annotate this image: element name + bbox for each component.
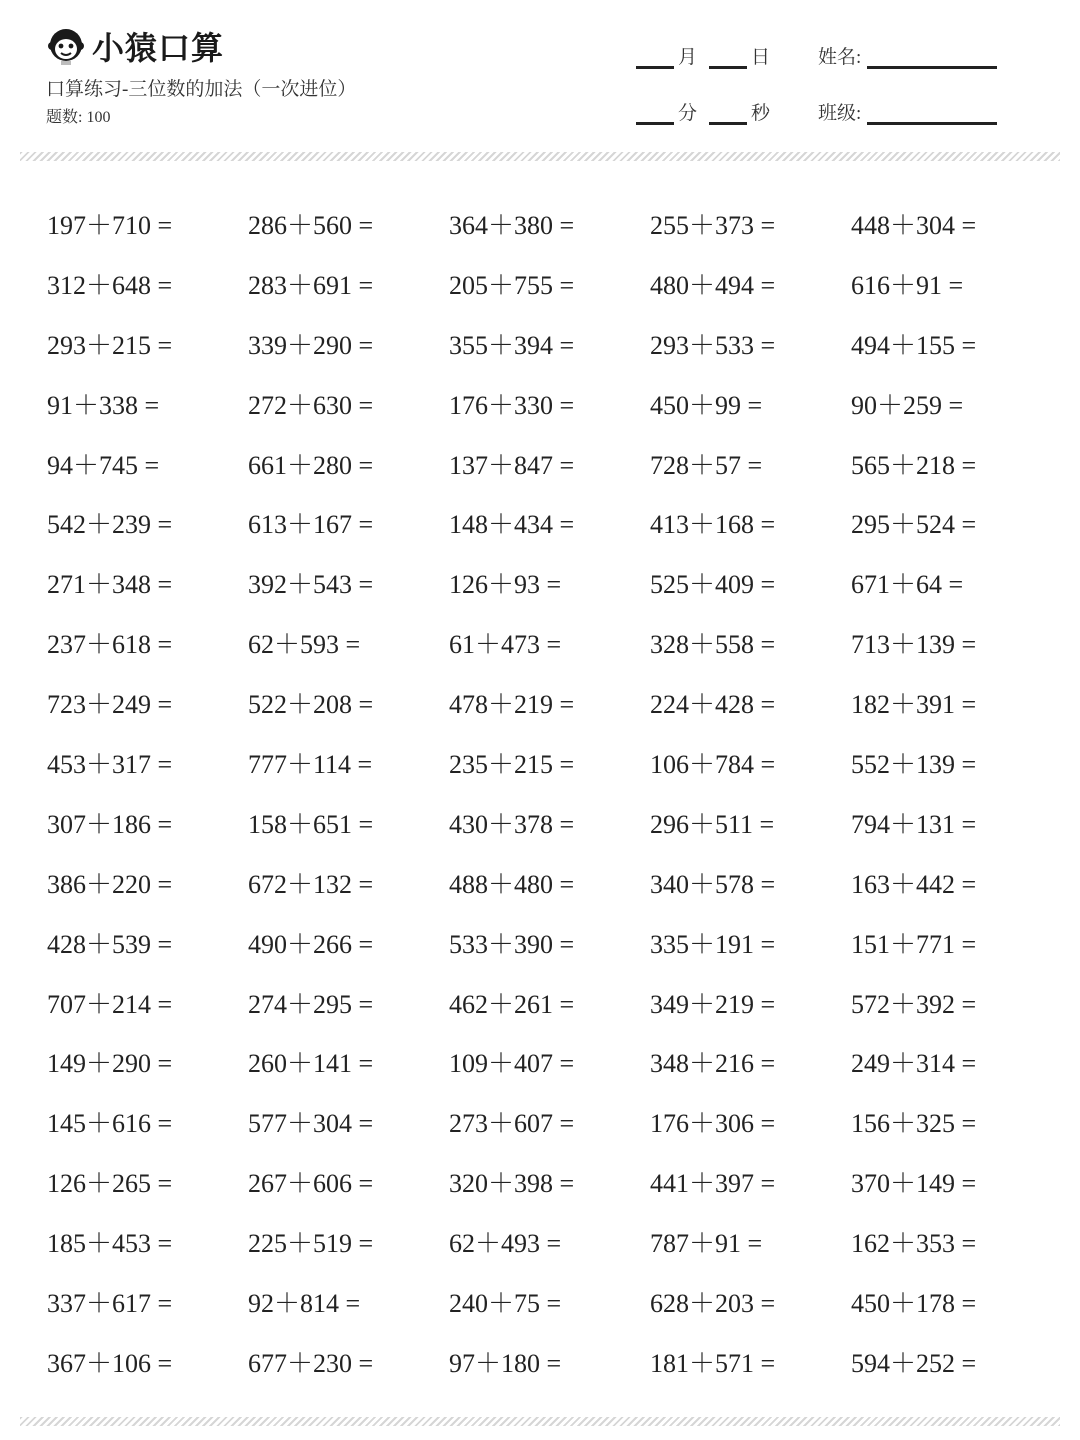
- date-fields: [636, 42, 782, 69]
- minute-label: 分: [678, 103, 698, 124]
- problem-item: 255＋373 =: [650, 211, 776, 240]
- time-fields: [636, 98, 782, 125]
- problem-item: 478＋219 =: [449, 690, 575, 720]
- problem-item: 367＋106 =: [47, 1348, 173, 1378]
- problem-item: 533＋390 =: [449, 929, 575, 959]
- problem-item: 148＋434 =: [449, 510, 575, 540]
- problem-item: 90＋259 =: [851, 390, 964, 420]
- problem-item: 428＋539 =: [47, 929, 173, 959]
- problem-item: 225＋519 =: [248, 1229, 374, 1259]
- problem-item: 328＋558 =: [650, 630, 776, 660]
- problem-item: 283＋691 =: [248, 270, 374, 300]
- day-label: 日: [751, 47, 771, 68]
- problem-item: 723＋249 =: [47, 690, 173, 720]
- top-divider: [20, 152, 1060, 161]
- problem-item: 295＋524 =: [851, 510, 977, 540]
- question-count: 题数: 100: [46, 109, 111, 126]
- problem-item: 707＋214 =: [47, 989, 173, 1019]
- problem-item: 163＋442 =: [851, 869, 977, 899]
- problem-item: 176＋306 =: [650, 1109, 776, 1139]
- problem-item: 156＋325 =: [851, 1109, 977, 1139]
- class-label: 班级:: [818, 103, 862, 124]
- sheet-title: 口算练习-三位数的加法（一次进位）: [46, 79, 357, 100]
- problem-item: 151＋771 =: [851, 929, 977, 959]
- problem-item: 249＋314 =: [851, 1049, 977, 1079]
- problem-item: 542＋239 =: [47, 510, 173, 540]
- problem-item: 349＋219 =: [650, 989, 776, 1019]
- problem-item: 197＋710 =: [47, 211, 173, 240]
- month-label: 月: [678, 47, 698, 68]
- problem-item: 240＋75 =: [449, 1289, 562, 1319]
- worksheet-header: [0, 0, 1080, 150]
- day-blank[interactable]: [709, 48, 747, 69]
- class-field: [818, 98, 997, 125]
- problem-item: 92＋814 =: [248, 1289, 361, 1319]
- problem-item: 337＋617 =: [47, 1289, 173, 1319]
- problem-item: 274＋295 =: [248, 989, 374, 1019]
- problem-item: 205＋755 =: [449, 270, 575, 300]
- problem-item: 480＋494 =: [650, 270, 776, 300]
- problem-item: 260＋141 =: [248, 1049, 374, 1079]
- problem-item: 450＋178 =: [851, 1289, 977, 1319]
- problem-item: 149＋290 =: [47, 1049, 173, 1079]
- problem-item: 672＋132 =: [248, 869, 374, 899]
- problem-item: 273＋607 =: [449, 1109, 575, 1139]
- problem-item: 126＋265 =: [47, 1169, 173, 1199]
- problem-item: 713＋139 =: [851, 630, 977, 660]
- problem-item: 677＋230 =: [248, 1348, 374, 1378]
- problem-item: 613＋167 =: [248, 510, 374, 540]
- problem-item: 181＋571 =: [650, 1348, 776, 1378]
- problem-item: 145＋616 =: [47, 1109, 173, 1139]
- problem-item: 355＋394 =: [449, 330, 575, 360]
- minute-blank[interactable]: [636, 104, 674, 125]
- problem-item: 430＋378 =: [449, 809, 575, 839]
- problem-item: 450＋99 =: [650, 390, 763, 420]
- problem-item: 448＋304 =: [851, 211, 977, 240]
- problem-item: 594＋252 =: [851, 1348, 977, 1378]
- problem-item: 176＋330 =: [449, 390, 575, 420]
- problem-item: 494＋155 =: [851, 330, 977, 360]
- monkey-face-icon: [46, 26, 86, 66]
- problem-item: 286＋560 =: [248, 211, 374, 240]
- problem-item: 340＋578 =: [650, 869, 776, 899]
- problem-item: 293＋533 =: [650, 330, 776, 360]
- problem-item: 453＋317 =: [47, 750, 173, 780]
- problem-item: 392＋543 =: [248, 570, 374, 600]
- problem-item: 348＋216 =: [650, 1049, 776, 1079]
- problem-item: 441＋397 =: [650, 1169, 776, 1199]
- problem-item: 364＋380 =: [449, 211, 575, 240]
- problem-item: 628＋203 =: [650, 1289, 776, 1319]
- problem-item: 307＋186 =: [47, 809, 173, 839]
- problem-item: 787＋91 =: [650, 1229, 763, 1259]
- problem-item: 94＋745 =: [47, 450, 160, 480]
- problem-item: 488＋480 =: [449, 869, 575, 899]
- problem-item: 577＋304 =: [248, 1109, 374, 1139]
- problem-grid: [47, 196, 1057, 1394]
- problem-item: 158＋651 =: [248, 809, 374, 839]
- second-label: 秒: [751, 103, 771, 124]
- problem-item: 335＋191 =: [650, 929, 776, 959]
- class-blank[interactable]: [867, 104, 997, 125]
- name-label: 姓名:: [818, 47, 862, 68]
- problem-item: 490＋266 =: [248, 929, 374, 959]
- problem-item: 109＋407 =: [449, 1049, 575, 1079]
- problem-item: 267＋606 =: [248, 1169, 374, 1199]
- month-blank[interactable]: [636, 48, 674, 69]
- problem-item: 386＋220 =: [47, 869, 173, 899]
- problem-item: 126＋93 =: [449, 570, 562, 600]
- problem-item: 61＋473 =: [449, 630, 562, 660]
- problem-item: 565＋218 =: [851, 450, 977, 480]
- second-blank[interactable]: [709, 104, 747, 125]
- problem-item: 296＋511 =: [650, 809, 775, 839]
- problem-item: 293＋215 =: [47, 330, 173, 360]
- problem-item: 370＋149 =: [851, 1169, 977, 1199]
- name-blank[interactable]: [867, 48, 997, 69]
- problem-item: 413＋168 =: [650, 510, 776, 540]
- problem-item: 182＋391 =: [851, 690, 977, 720]
- problem-item: 525＋409 =: [650, 570, 776, 600]
- brand-name: 小猿口算: [92, 29, 225, 67]
- problem-item: 97＋180 =: [449, 1348, 562, 1378]
- problem-item: 552＋139 =: [851, 750, 977, 780]
- problem-item: 320＋398 =: [449, 1169, 575, 1199]
- problem-item: 777＋114 =: [248, 750, 373, 780]
- bottom-divider: [20, 1417, 1060, 1426]
- problem-item: 235＋215 =: [449, 750, 575, 780]
- problem-item: 522＋208 =: [248, 690, 374, 720]
- problem-item: 616＋91 =: [851, 270, 964, 300]
- problem-item: 91＋338 =: [47, 390, 160, 420]
- problem-item: 62＋593 =: [248, 630, 361, 660]
- name-field: [818, 42, 997, 69]
- problem-item: 162＋353 =: [851, 1229, 977, 1259]
- problem-item: 237＋618 =: [47, 630, 173, 660]
- problem-item: 106＋784 =: [650, 750, 776, 780]
- problem-item: 312＋648 =: [47, 270, 173, 300]
- problem-item: 224＋428 =: [650, 690, 776, 720]
- problem-item: 272＋630 =: [248, 390, 374, 420]
- problem-item: 794＋131 =: [851, 809, 977, 839]
- problem-item: 462＋261 =: [449, 989, 575, 1019]
- problem-item: 671＋64 =: [851, 570, 964, 600]
- brand: [46, 26, 224, 66]
- problem-item: 271＋348 =: [47, 570, 173, 600]
- problem-item: 62＋493 =: [449, 1229, 562, 1259]
- problem-item: 185＋453 =: [47, 1229, 173, 1259]
- problem-item: 339＋290 =: [248, 330, 374, 360]
- problem-item: 728＋57 =: [650, 450, 763, 480]
- problem-item: 572＋392 =: [851, 989, 977, 1019]
- problem-item: 661＋280 =: [248, 450, 374, 480]
- problem-item: 137＋847 =: [449, 450, 575, 480]
